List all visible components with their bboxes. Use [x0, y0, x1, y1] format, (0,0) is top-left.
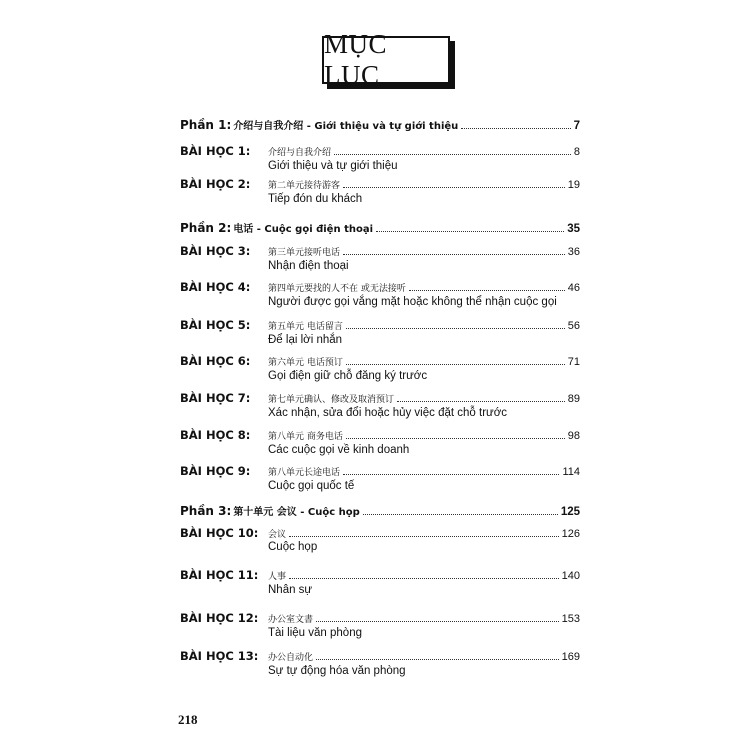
part-title: 第十单元 会议 - Cuộc họp [233, 507, 360, 518]
lesson-label: BÀI HỌC 3: [180, 244, 251, 258]
part-1-row[interactable] [180, 116, 580, 132]
lesson-3-vietnamese-title: Nhận điện thoại [268, 260, 349, 272]
lesson-5-row[interactable] [180, 316, 580, 332]
lesson-label: BÀI HỌC 1: [180, 144, 251, 158]
lesson-label: BÀI HỌC 11: [180, 568, 259, 582]
lesson-chinese-title: 办公室文書 [268, 615, 314, 625]
lesson-label: BÀI HỌC 13: [180, 649, 259, 663]
lesson-4-row[interactable] [180, 278, 580, 294]
lesson-6-row[interactable] [180, 352, 580, 368]
lesson-8-vietnamese-title: Các cuộc gọi về kinh doanh [268, 444, 410, 456]
lesson-10-row[interactable] [180, 524, 580, 540]
page-number: 98 [567, 430, 580, 442]
dot-leader [376, 231, 564, 232]
page-number: 8 [573, 146, 580, 158]
page-number: 89 [567, 393, 580, 405]
part-title: 介绍与自我介绍 - Giới thiệu và tự giới thiệu [233, 121, 459, 132]
dot-leader [346, 364, 565, 365]
page-number: 126 [561, 528, 580, 540]
lesson-label: BÀI HỌC 4: [180, 280, 251, 294]
lesson-11-vietnamese-title: Nhân sự [268, 584, 313, 596]
lesson-chinese-title: 第八单元长途电话 [268, 468, 341, 478]
lesson-chinese-title: 第三单元接听电话 [268, 248, 341, 258]
part-label: Phần 2: [180, 221, 232, 235]
lesson-chinese-title: 会议 [268, 530, 287, 540]
dot-leader [397, 401, 565, 402]
dot-leader [346, 328, 565, 329]
lesson-label: BÀI HỌC 9: [180, 464, 251, 478]
dot-leader [289, 578, 559, 579]
page-number: 169 [561, 651, 580, 663]
page-number: 56 [567, 320, 580, 332]
page-footer-number: 218 [178, 712, 198, 727]
lesson-13-row[interactable] [180, 647, 580, 663]
lesson-chinese-title: 第七单元确认、修改及取消预订 [268, 395, 395, 405]
lesson-9-vietnamese-title: Cuộc gọi quốc tế [268, 480, 355, 492]
page-number: 35 [567, 223, 580, 235]
lesson-2-vietnamese-title: Tiếp đón du khách [268, 193, 363, 205]
lesson-6-vietnamese-title: Gọi điện giữ chỗ đăng ký trước [268, 370, 428, 382]
lesson-label: BÀI HỌC 8: [180, 428, 251, 442]
lesson-8-row[interactable] [180, 426, 580, 442]
part-title: 电话 - Cuộc gọi điện thoại [233, 224, 374, 235]
lesson-chinese-title: 办公自动化 [268, 653, 314, 663]
lesson-13-vietnamese-title: Sự tự động hóa văn phòng [268, 665, 406, 677]
lesson-9-row[interactable] [180, 462, 580, 478]
lesson-12-vietnamese-title: Tài liệu văn phòng [268, 627, 362, 639]
dot-leader [289, 536, 559, 537]
dot-leader [316, 621, 559, 622]
lesson-label: BÀI HỌC 5: [180, 318, 251, 332]
page-number: 7 [573, 120, 580, 132]
dot-leader [363, 514, 558, 515]
dot-leader [334, 154, 571, 155]
lesson-5-vietnamese-title: Để lại lời nhắn [268, 334, 343, 346]
page-number: 153 [561, 613, 580, 625]
lesson-label: BÀI HỌC 7: [180, 391, 251, 405]
page-number: 19 [567, 179, 580, 191]
lesson-12-row[interactable] [180, 609, 580, 625]
lesson-chinese-title: 介绍与自我介绍 [268, 148, 332, 158]
lesson-label: BÀI HỌC 6: [180, 354, 251, 368]
dot-leader [409, 290, 565, 291]
lesson-chinese-title: 第八单元 商务电话 [268, 432, 343, 442]
lesson-2-row[interactable] [180, 175, 580, 191]
page-number: 140 [561, 570, 580, 582]
lesson-3-row[interactable] [180, 242, 580, 258]
part-2-row[interactable] [180, 219, 580, 235]
lesson-4-vietnamese-title: Người được gọi vắng mặt hoặc không thể nhận cuộc gọi [268, 296, 557, 308]
lesson-label: BÀI HỌC 2: [180, 177, 251, 191]
toc-title-box [322, 29, 450, 90]
lesson-10-vietnamese-title: Cuộc họp [268, 541, 318, 553]
dot-leader [343, 254, 565, 255]
dot-leader [343, 474, 559, 475]
lesson-chinese-title: 第二单元接待游客 [268, 181, 341, 191]
page-number: 125 [560, 506, 580, 518]
lesson-chinese-title: 第五单元 电话留言 [268, 322, 343, 332]
lesson-chinese-title: 第四单元要找的人不在 或无法接听 [268, 284, 406, 294]
page-number: 71 [567, 356, 580, 368]
page-number: 114 [562, 466, 580, 478]
lesson-11-row[interactable] [180, 566, 580, 582]
lesson-7-row[interactable] [180, 389, 580, 405]
part-label: Phần 3: [180, 504, 232, 518]
dot-leader [316, 659, 559, 660]
dot-leader [461, 128, 570, 129]
part-3-row[interactable] [180, 502, 580, 518]
lesson-chinese-title: 人事 [268, 572, 287, 582]
lesson-1-vietnamese-title: Giới thiệu và tự giới thiệu [268, 160, 398, 172]
lesson-label: BÀI HỌC 12: [180, 611, 259, 625]
lesson-label: BÀI HỌC 10: [180, 526, 259, 540]
page-number: 46 [567, 282, 580, 294]
toc-title: MỤC LỤC [324, 29, 388, 90]
lesson-1-row[interactable] [180, 142, 580, 158]
lesson-7-vietnamese-title: Xác nhận, sửa đổi hoặc hủy việc đặt chỗ trước [268, 407, 508, 419]
dot-leader [343, 187, 565, 188]
lesson-chinese-title: 第六单元 电话预订 [268, 358, 343, 368]
part-label: Phần 1: [180, 118, 232, 132]
dot-leader [346, 438, 565, 439]
page-number: 36 [567, 246, 580, 258]
